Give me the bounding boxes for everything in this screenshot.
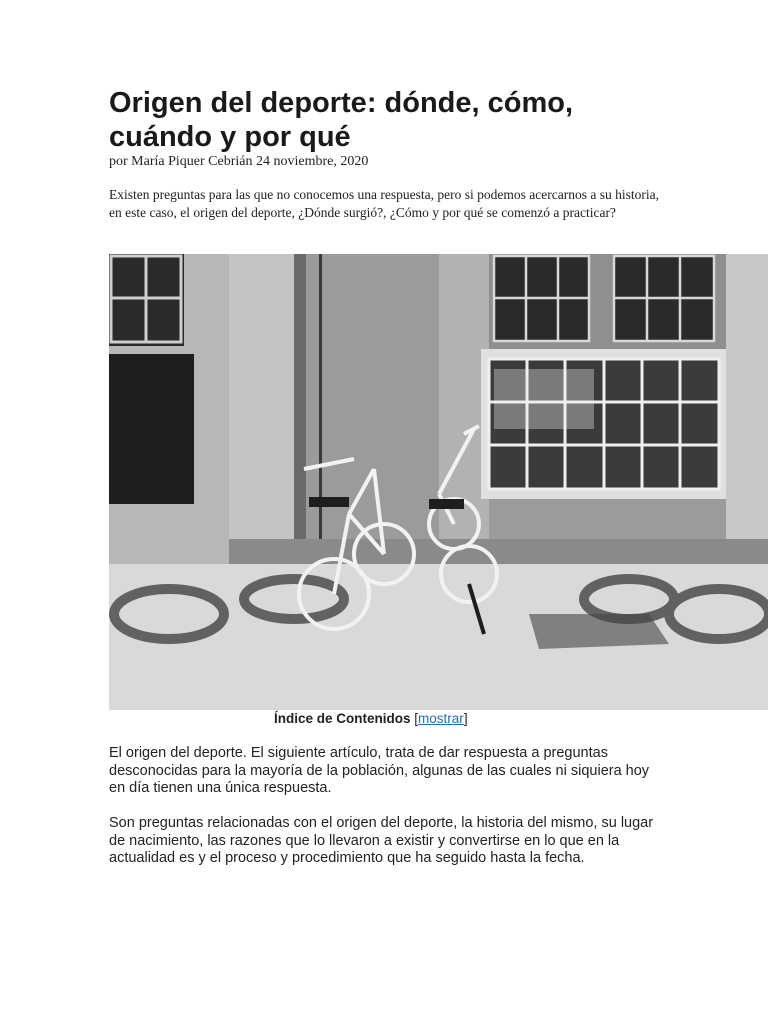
article-paragraph-2: Son preguntas relacionadas con el origen del deporte, la historia del mismo, su lugar de nacimiento, las razones que lo llevaron a existir y convertirse en lo que en la actualidad es y el proceso y procedimiento que ha seguido hasta la fecha.	[109, 815, 654, 866]
article-photo	[109, 254, 768, 710]
toc-open-bracket: [	[414, 711, 419, 726]
article-title: Origen del deporte: dónde, cómo, cuándo y por qué	[109, 87, 574, 153]
bicycles-photo-illustration	[109, 254, 768, 710]
article-paragraph-1: El origen del deporte. El siguiente artículo, trata de dar respuesta a preguntas desconocidas para la mayoría de la población, algunas de las cuales ni siquiera hoy en día tienen una única respuesta.	[109, 745, 650, 796]
table-of-contents	[274, 711, 468, 726]
toc-close-bracket: ]	[463, 711, 468, 726]
article-byline: por María Piquer Cebrián 24 noviembre, 2020	[109, 154, 369, 169]
article-intro: Existen preguntas para las que no conocemos una respuesta, pero si podemos acercarnos a su historia, en este caso, el origen del deporte, ¿Dónde surgió?, ¿Cómo y por qué se comenzó a practicar?	[109, 187, 659, 220]
toc-label: Índice de Contenidos	[274, 711, 411, 726]
toc-show-link[interactable]: mostrar	[418, 711, 464, 726]
